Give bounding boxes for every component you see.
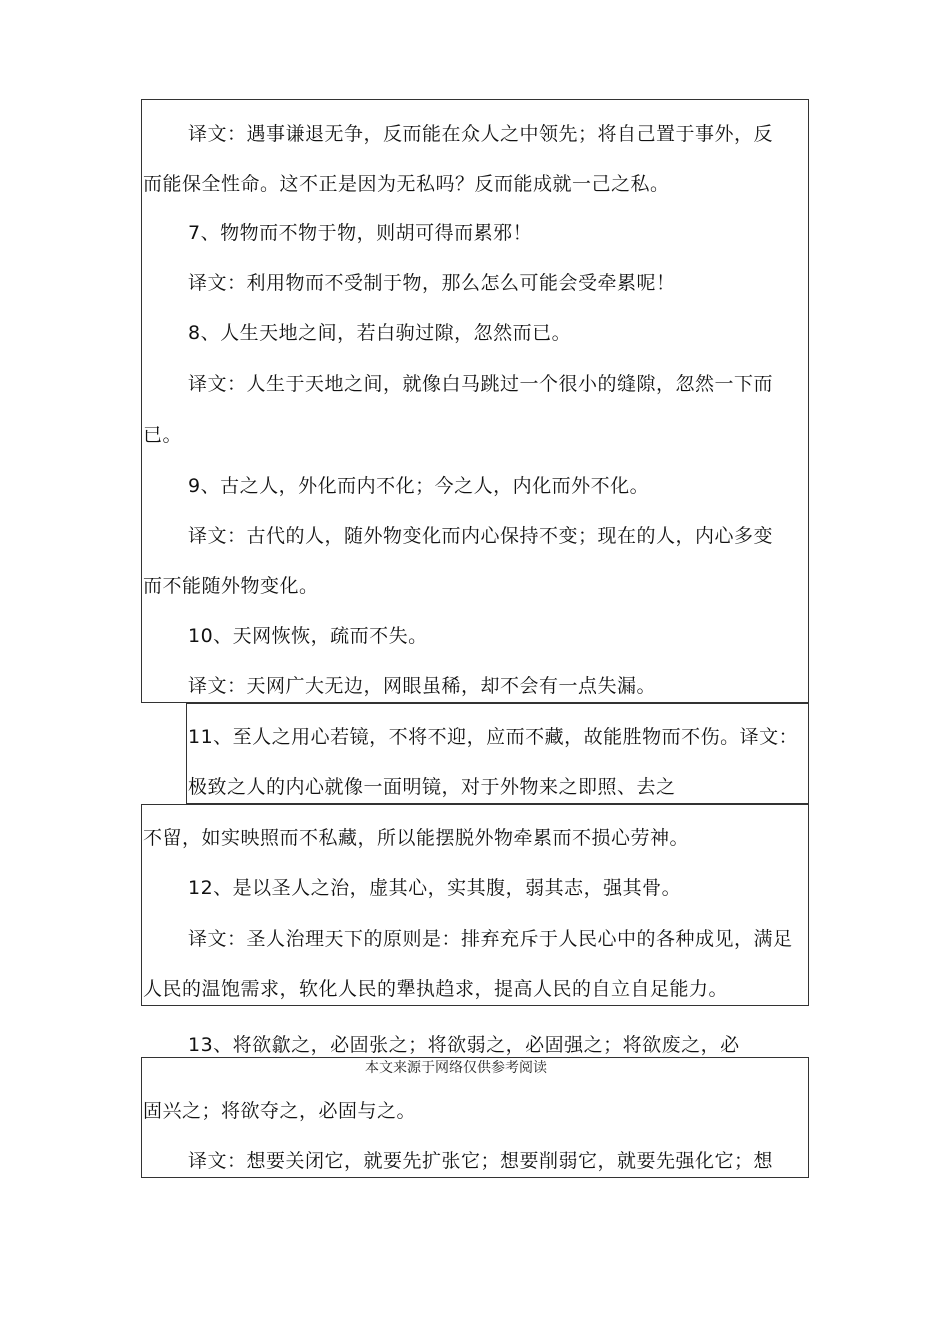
quote-line: 10、天网恢恢，疏而不失。 (188, 625, 428, 647)
quote-line: 不留，如实映照而不私藏，所以能摆脱外物牵累而不损心劳神。 (143, 827, 690, 849)
translation-line: 译文：天网广大无边，网眼虽稀，却不会有一点失漏。 (188, 675, 657, 697)
paragraph-line: 而能保全性命。这不正是因为无私吗？反而能成就一己之私。 (143, 173, 670, 195)
quote-line: 13、将欲歙之，必固张之；将欲弱之，必固强之；将欲废之，必 (188, 1034, 740, 1056)
quote-line: 9、古之人，外化而内不化；今之人，内化而外不化。 (188, 475, 650, 497)
quote-line: 11、至人之用心若镜，不将不迎，应而不藏，故能胜物而不伤。译文： (188, 726, 799, 748)
translation-line: 人民的温饱需求，软化人民的犟执趋求，提高人民的自立自足能力。 (143, 978, 729, 1000)
translation-line: 译文：古代的人，随外物变化而内心保持不变；现在的人，内心多变 (188, 525, 774, 547)
translation-line: 译文：想要关闭它，就要先扩张它；想要削弱它，就要先强化它；想 (188, 1150, 774, 1172)
translation-line: 而不能随外物变化。 (143, 575, 319, 597)
quote-line: 7、物物而不物于物，则胡可得而累邪！ (188, 222, 533, 244)
translation-line: 译文：圣人治理天下的原则是：排弃充斥于人民心中的各种成见，满足 (188, 928, 793, 950)
quote-line: 8、人生天地之间，若白驹过隙，忽然而已。 (188, 322, 572, 344)
quote-line: 固兴之；将欲夺之，必固与之。 (143, 1100, 417, 1122)
quote-line: 极致之人的内心就像一面明镜，对于外物来之即照、去之 (188, 776, 676, 798)
translation-line: 译文：人生于天地之间，就像白马跳过一个很小的缝隙，忽然一下而 (188, 373, 774, 395)
translation-line: 译文：利用物而不受制于物，那么怎么可能会受牵累呢！ (188, 272, 676, 294)
quote-line: 12、是以圣人之治，虚其心，实其腹，弱其志，强其骨。 (188, 877, 682, 899)
source-note: 本文来源于网络仅供参考阅读 (365, 1060, 547, 1076)
translation-line: 已。 (143, 424, 183, 446)
paragraph-line: 译文：遇事谦退无争，反而能在众人之中领先；将自己置于事外，反 (188, 123, 774, 145)
